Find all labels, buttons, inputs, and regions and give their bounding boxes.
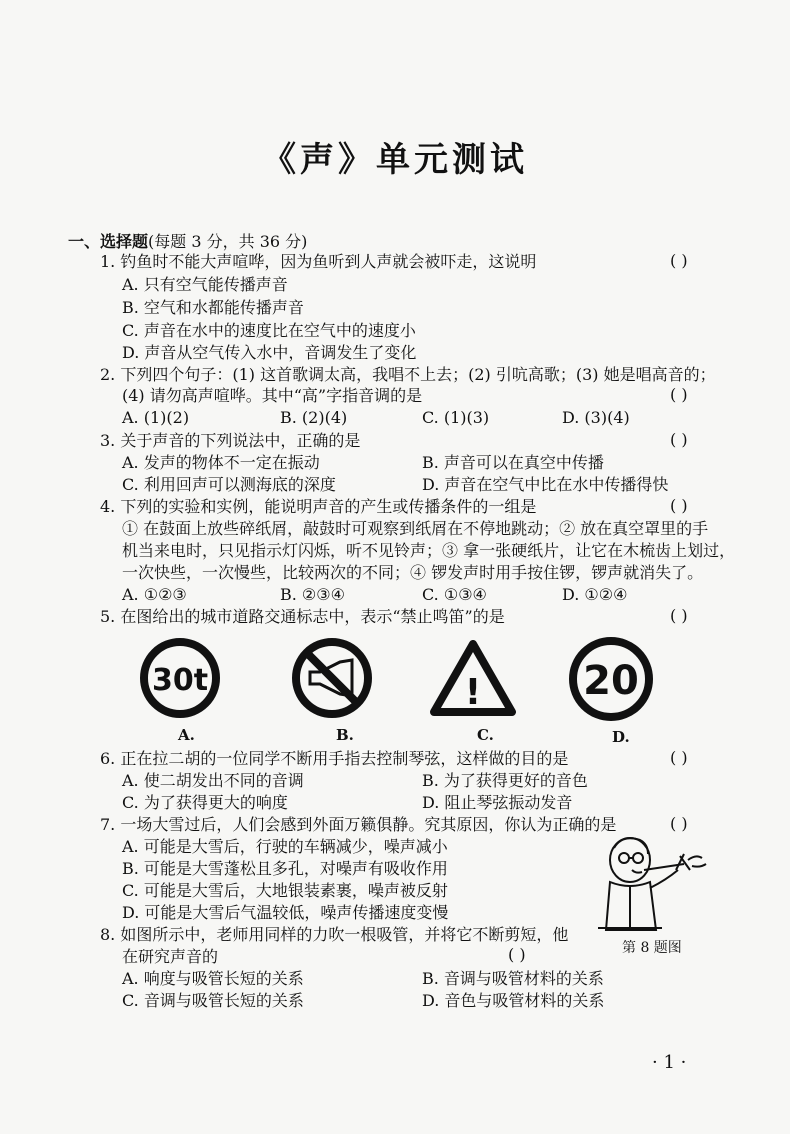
sign-a-label: A. [178, 726, 195, 744]
q3-option-b: B. 声音可以在真空中传播 [422, 453, 604, 472]
traffic-sign-weight-limit [140, 638, 220, 718]
q6-option-d: D. 阻止琴弦振动发音 [422, 793, 573, 812]
answer-paren-5: ( ) [670, 606, 688, 625]
q6-option-c: C. 为了获得更大的响度 [122, 793, 288, 812]
teacher-blowing-straw-illustration [592, 830, 722, 934]
q4-body-line-1: ① 在鼓面上放些碎纸屑，敲鼓时可观察到纸屑在不停地跳动；② 放在真空罩里的手 [122, 519, 709, 538]
answer-paren-7: ( ) [670, 814, 688, 833]
section-heading [68, 231, 307, 253]
answer-paren-6: ( ) [670, 748, 688, 767]
answer-paren-4: ( ) [670, 496, 688, 515]
q7-option-a: A. 可能是大雪后，行驶的车辆减少，噪声减小 [122, 837, 448, 856]
q8-option-a: A. 响度与吸管长短的关系 [122, 969, 304, 988]
question-8-stem: 8. 如图所示中，老师用同样的力吹一根吸管，并将它不断剪短，他 [100, 925, 569, 944]
q2-option-b: B. (2)(4) [280, 408, 348, 427]
sign-c-label: C. [477, 726, 494, 744]
page-title: 《声》单元测试 [262, 140, 528, 180]
q2-option-d: D. (3)(4) [562, 408, 630, 427]
q7-option-c: C. 可能是大雪后，大地银装素裹，噪声被反射 [122, 881, 448, 900]
q4-option-b: B. ②③④ [280, 585, 345, 604]
q3-option-c: C. 利用回声可以测海底的深度 [122, 475, 336, 494]
q1-option-c: C. 声音在水中的速度比在空气中的速度小 [122, 321, 416, 340]
q2-option-a: A. (1)(2) [122, 408, 190, 427]
sign-b-label: B. [336, 726, 354, 744]
q6-option-a: A. 使二胡发出不同的音调 [122, 771, 304, 790]
page-number: · 1 · [652, 1052, 687, 1073]
sign-c-text: ! [464, 672, 482, 713]
question-3-stem: 3. 关于声音的下列说法中，正确的是 [100, 431, 361, 450]
q1-option-b: B. 空气和水都能传播声音 [122, 298, 304, 317]
q4-option-d: D. ①②④ [562, 585, 628, 604]
no-honking-sign-icon [292, 638, 372, 718]
q6-option-b: B. 为了获得更好的音色 [422, 771, 588, 790]
sign-d-label: D. [612, 728, 630, 746]
question-8-stem-cont: 在研究声音的 [122, 947, 219, 966]
question-6-stem: 6. 正在拉二胡的一位同学不断用手指去控制琴弦，这样做的目的是 [100, 749, 569, 768]
q7-option-d: D. 可能是大雪后气温较低，噪声传播速度变慢 [122, 903, 449, 922]
q3-option-a: A. 发声的物体不一定在振动 [122, 453, 320, 472]
q4-body-line-2: 机当来电时，只见指示灯闪烁，听不见铃声；③ 拿一张硬纸片，让它在木梳齿上划过， [122, 541, 736, 560]
answer-paren-3: ( ) [670, 430, 688, 449]
question-2-stem: 2. 下列四个句子：(1) 这首歌调太高，我唱不上去；(2) 引吭高歌；(3) 她是唱高音的； [100, 365, 716, 384]
answer-paren-8: ( ) [508, 945, 526, 964]
q2-option-c: C. (1)(3) [422, 408, 490, 427]
question-7-stem: 7. 一场大雪过后，人们会感到外面万籁俱静。究其原因，你认为正确的是 [100, 815, 617, 834]
figure-caption: 第 8 题图 [622, 940, 682, 956]
sign-a-text: 30t [151, 663, 209, 698]
question-4-stem: 4. 下列的实验和实例，能说明声音的产生或传播条件的一组是 [100, 497, 537, 516]
answer-paren-2: ( ) [670, 385, 688, 404]
q4-body-line-3: 一次快些，一次慢些，比较两次的不同；④ 锣发声时用手按住锣，锣声就消失了。 [122, 563, 704, 582]
traffic-sign-speed-limit [568, 636, 654, 722]
warning-triangle-sign-icon [430, 640, 516, 716]
question-2-stem-cont: (4) 请勿高声喧哗。其中“高”字指音调的是 [122, 386, 423, 405]
q8-option-b: B. 音调与吸管材料的关系 [422, 969, 604, 988]
q8-option-d: D. 音色与吸管材料的关系 [422, 991, 605, 1010]
q1-option-d: D. 声音从空气传入水中，音调发生了变化 [122, 343, 417, 362]
q1-option-a: A. 只有空气能传播声音 [122, 275, 288, 294]
section-note: (每题 3 分，共 36 分) [148, 232, 308, 251]
answer-paren-1: ( ) [670, 251, 688, 270]
sign-d-text: 20 [583, 658, 639, 704]
question-5-stem: 5. 在图给出的城市道路交通标志中，表示“禁止鸣笛”的是 [100, 607, 505, 626]
q7-option-b: B. 可能是大雪蓬松且多孔，对噪声有吸收作用 [122, 859, 448, 878]
q8-option-c: C. 音调与吸管长短的关系 [122, 991, 304, 1010]
q4-option-c: C. ①③④ [422, 585, 487, 604]
section-label: 一、选择题 [68, 232, 149, 251]
q3-option-d: D. 声音在空气中比在水中传播得快 [422, 475, 669, 494]
q4-option-a: A. ①②③ [122, 585, 187, 604]
question-1-stem: 1. 钓鱼时不能大声喧哗，因为鱼听到人声就会被吓走，这说明 [100, 252, 537, 271]
